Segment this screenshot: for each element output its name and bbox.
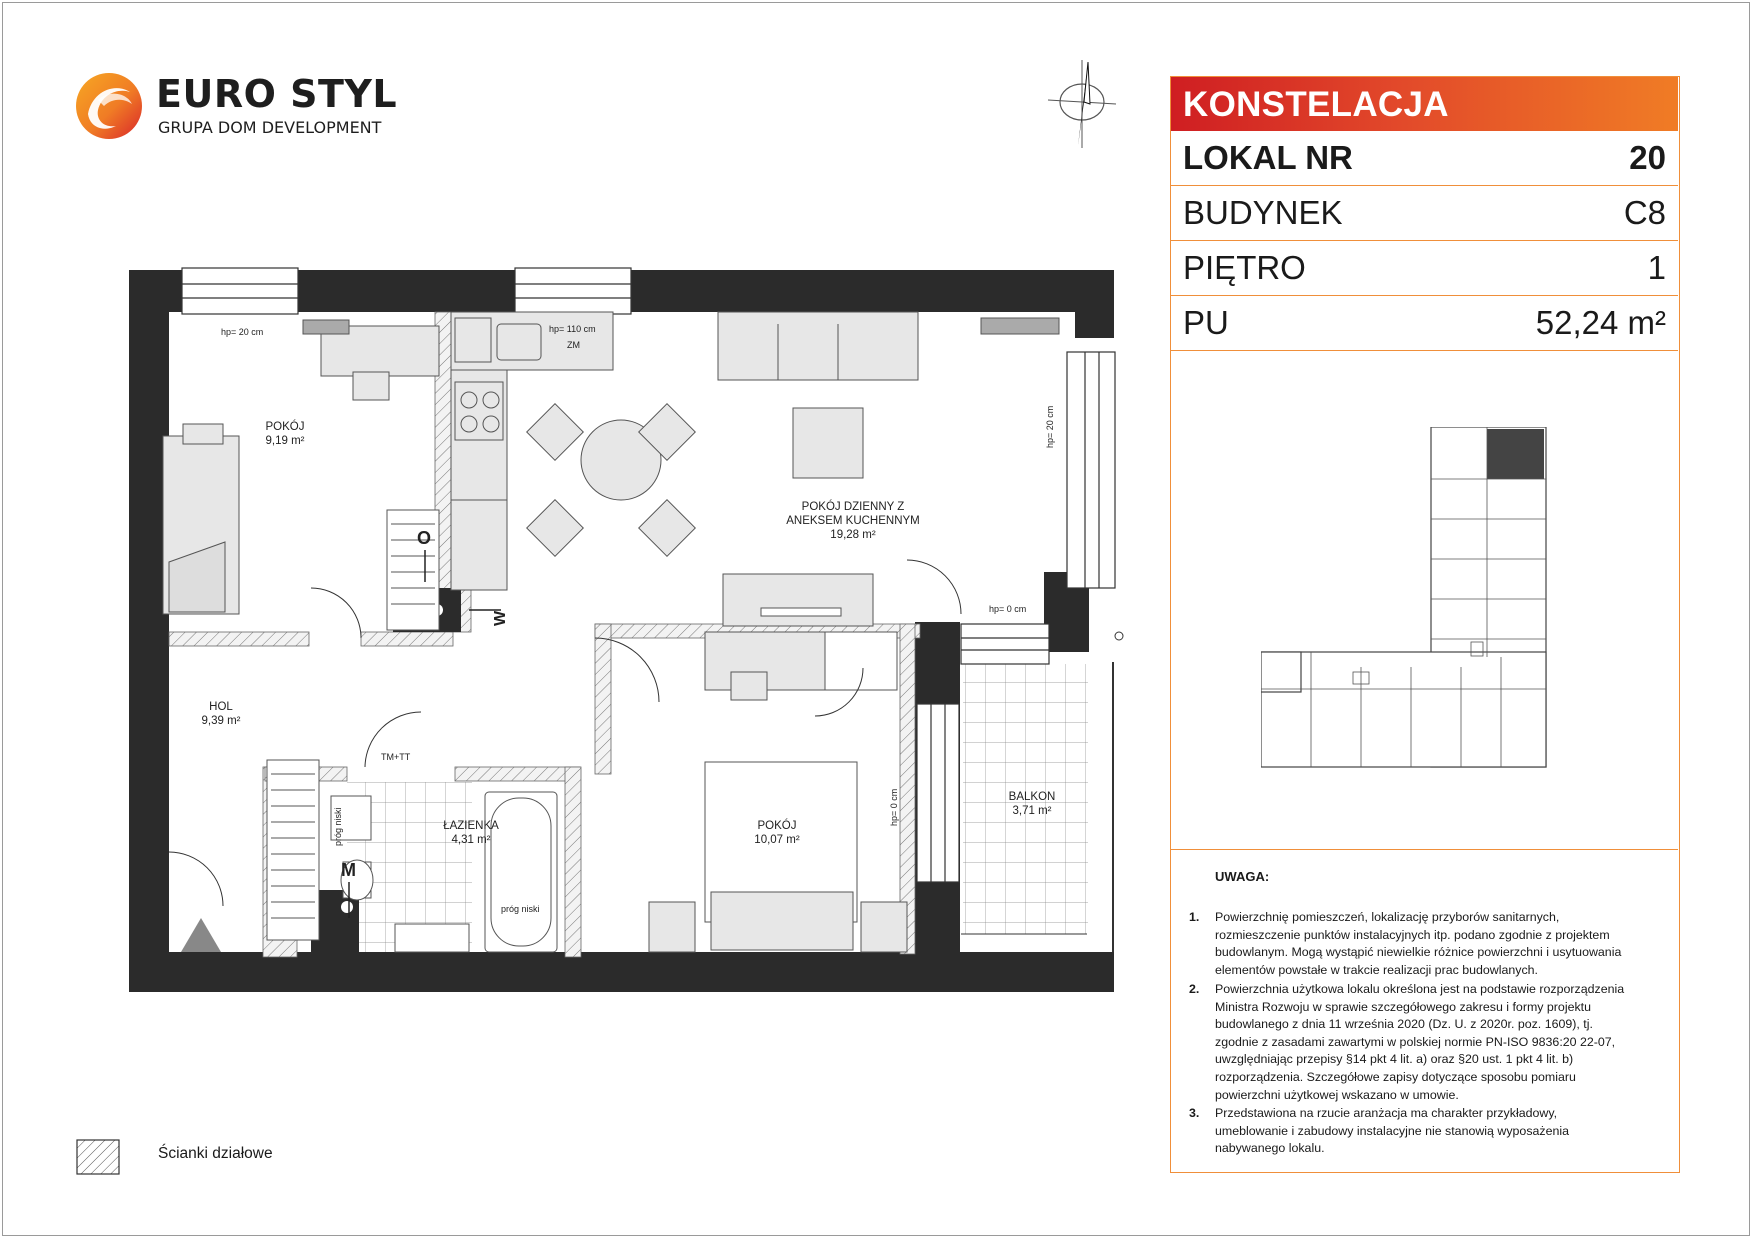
info-value-lokal: 20 bbox=[1629, 139, 1666, 176]
annotation-m: M bbox=[341, 860, 356, 880]
brand-name: EURO STYL bbox=[156, 72, 398, 116]
info-label-budynek: BUDYNEK bbox=[1183, 194, 1343, 231]
room-area-pokoj2: 10,07 m² bbox=[754, 834, 800, 846]
annotation-prog-niski-2: próg niski bbox=[501, 904, 540, 914]
annotation-hp110: hp= 110 cm bbox=[549, 324, 596, 334]
room-label-dzienny-line1: POKÓJ DZIENNY Z bbox=[801, 501, 905, 513]
note-2-line: rozporządzenia. Szczegółowe zapisy dotyczące sposobu pomiaru bbox=[1215, 1069, 1576, 1084]
annotation-hp20-left: hp= 20 cm bbox=[221, 327, 264, 337]
note-3-line: Przedstawiona na rzucie aranżacja ma charakter przykładowy, bbox=[1215, 1106, 1558, 1120]
note-1-line: rozmieszczenie punktów instalacyjnych itp. podano zgodnie z projektem bbox=[1215, 927, 1610, 942]
note-3-number: 3. bbox=[1189, 1106, 1200, 1120]
info-value-budynek: C8 bbox=[1623, 194, 1666, 231]
brand-logo-mark bbox=[74, 70, 144, 142]
note-1-line: Powierzchnię pomieszczeń, lokalizację przyborów sanitarnych, bbox=[1215, 910, 1560, 924]
room-area-dzienny: 19,28 m² bbox=[830, 529, 876, 541]
note-2-text bbox=[1215, 981, 1659, 1104]
note-2-line: Ministra Rozwoju w sprawie szczegółowego zakresu i formy projektu bbox=[1215, 999, 1591, 1014]
note-1-text bbox=[1215, 909, 1659, 979]
room-area-pokoj1: 9,19 m² bbox=[265, 435, 305, 447]
note-2-line: Powierzchnia użytkowa lokalu określona jest na podstawie rozporządzenia bbox=[1215, 982, 1625, 996]
brand-subtitle: GRUPA DOM DEVELOPMENT bbox=[158, 118, 382, 137]
notes-heading: UWAGA: bbox=[1215, 869, 1270, 884]
info-value-pietro: 1 bbox=[1647, 249, 1666, 286]
legend-label: Ścianki działowe bbox=[158, 1145, 273, 1162]
info-row-pietro bbox=[1171, 241, 1678, 296]
annotation-hp0-balcony: hp= 0 cm bbox=[889, 788, 899, 826]
brand-logo bbox=[74, 68, 398, 148]
note-2-line: uwzględniając przepisy §14 pkt 4 lit. a) oraz §20 ust. 1 pkt 4 lit. b) bbox=[1215, 1052, 1574, 1067]
note-1-line: elementów powstałe w trakcie realizacji prac budowlanych. bbox=[1215, 962, 1538, 977]
note-2-number: 2. bbox=[1189, 982, 1200, 996]
note-3-text bbox=[1215, 1105, 1659, 1158]
info-row-lokal bbox=[1171, 131, 1678, 186]
notes-divider bbox=[1171, 849, 1678, 850]
room-label-dzienny-line2: ANEKSEM KUCHENNYM bbox=[786, 515, 920, 527]
info-label-pietro: PIĘTRO bbox=[1183, 249, 1306, 286]
annotation-tm-tt: TM+TT bbox=[381, 752, 411, 762]
note-3-line: nabywanego lokalu. bbox=[1215, 1141, 1325, 1156]
info-value-pu: 52,24 m² bbox=[1535, 304, 1666, 341]
info-panel bbox=[1170, 76, 1680, 1173]
note-2-line: zgodnie z zasadami zawartymi w polskiej normie PN-ISO 9836:20 22-07, bbox=[1215, 1034, 1616, 1049]
info-label-pu: PU bbox=[1183, 304, 1229, 341]
room-area-hol: 9,39 m² bbox=[201, 715, 241, 727]
info-row-pu bbox=[1171, 296, 1678, 351]
info-label-lokal: LOKAL NR bbox=[1183, 139, 1353, 176]
project-bar bbox=[1171, 77, 1678, 131]
annotation-hp20-right: hp= 20 cm bbox=[1045, 405, 1055, 448]
room-label-hol: HOL bbox=[209, 701, 233, 713]
room-area-lazienka: 4,31 m² bbox=[451, 834, 491, 846]
room-area-balkon: 3,71 m² bbox=[1012, 805, 1052, 817]
north-arrow-icon bbox=[1046, 56, 1118, 152]
annotation-w: W bbox=[492, 610, 509, 626]
annotation-o: O bbox=[417, 528, 432, 548]
annotation-hp0-door: hp= 0 cm bbox=[989, 604, 1027, 614]
annotation-zm: ZM bbox=[567, 340, 580, 350]
note-1-number: 1. bbox=[1189, 910, 1200, 924]
floor-plan bbox=[125, 262, 1125, 992]
project-name: KONSTELACJA bbox=[1183, 85, 1449, 124]
note-2-line: budowlanego z dnia 11 września 2020 (Dz. U. z 2020r. poz. 1609), tj. bbox=[1215, 1017, 1593, 1032]
annotation-prog-niski-1: próg niski bbox=[333, 807, 343, 846]
legend-swatch-partition bbox=[76, 1139, 120, 1175]
note-2-line: powierzchni użytkowej wskazano w umowie. bbox=[1215, 1087, 1459, 1102]
room-label-pokoj1: POKÓJ bbox=[265, 421, 305, 433]
building-key-plan bbox=[1261, 427, 1591, 777]
note-3-line: umeblowanie i zabudowy instalacyjne nie stanowią wyposażenia bbox=[1215, 1123, 1570, 1138]
room-label-lazienka: ŁAZIENKA bbox=[443, 820, 499, 832]
room-label-balkon: BALKON bbox=[1008, 791, 1056, 803]
note-1-line: budowlanym. Mogą wystąpić niewielkie różnice powierzchni i usytuowania bbox=[1215, 945, 1622, 960]
room-label-pokoj2: POKÓJ bbox=[757, 820, 797, 832]
info-row-budynek bbox=[1171, 186, 1678, 241]
